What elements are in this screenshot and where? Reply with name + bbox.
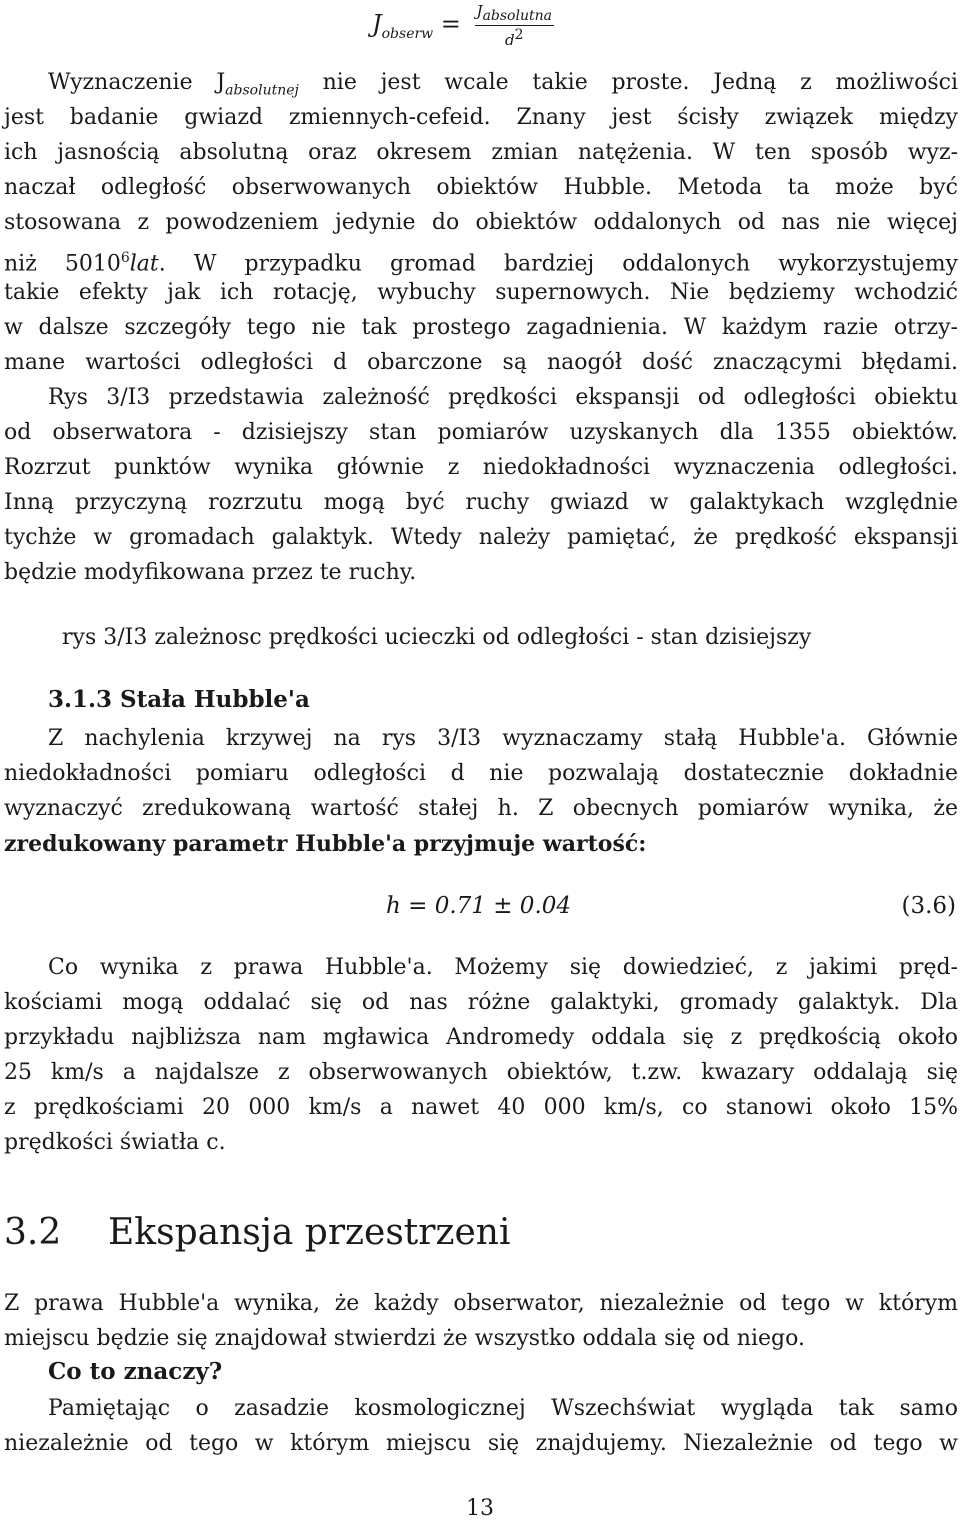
para1-line-7: takie efekty jak ich rotację, wybuchy supernowych. Nie będziemy wchodzić	[4, 280, 958, 305]
para4-line-2: miejscu będzie się znajdował stwierdzi że wszystko oddala się od niego.	[4, 1326, 805, 1351]
para1-line-3: ich jasnością absolutną oraz okresem zmian natężenia. W ten sposób wyz-	[4, 140, 958, 165]
equation-top	[372, 2, 554, 49]
section-name: Ekspansja przestrzeni	[108, 1212, 511, 1253]
question-heading: Co to znaczy?	[48, 1358, 223, 1385]
figure-caption: rys 3/I3 zależnosc prędkości ucieczki od odległości - stan dzisiejszy	[62, 625, 812, 650]
para2-line-1: Z nachylenia krzywej na rys 3/I3 wyznaczamy stałą Hubble'a. Głównie	[48, 726, 958, 751]
eq-lhs-sub: obserw	[381, 25, 434, 42]
para1-line-1: Wyznaczenie $J_{absolutnej}$ nie jest wcale takie proste. Jedną z możliwości	[48, 70, 959, 99]
eq-equals: =	[433, 10, 469, 38]
para1-line-6: niż 5010$^6$lat. W przypadku gromad bardziej oddalonych wykorzystujemy	[4, 250, 958, 277]
eq-lhs: J	[372, 10, 382, 38]
equation-h: h = 0.71 ± 0.04	[386, 893, 572, 919]
equation-number: (3.6)	[901, 893, 956, 919]
para5-line-2: niezależnie od tego w którym miejscu się znajdujemy. Niezależnie od tego w	[4, 1431, 958, 1456]
para1-line-13: Inną przyczyną rozrzutu mogą być ruchy gwiazd w galaktykach względnie	[4, 490, 958, 515]
eq-den-sup: 2	[514, 27, 524, 43]
para1-line-8: w dalsze szczegóły tego nie tak prostego zagadnienia. W każdym razie otrzy-	[4, 315, 958, 340]
page-number: 13	[466, 1496, 494, 1521]
para3-line-3: przykładu najbliższa nam mgławica Andromedy oddala się z prędkością około	[4, 1025, 958, 1050]
para2-line-2: niedokładności pomiaru odległości d nie pozwalają dostatecznie dokładnie	[4, 761, 958, 786]
eq-num-sub: absolutna	[482, 8, 552, 24]
eq-den: d	[504, 31, 515, 49]
para1-line-11: od obserwatora - dzisiejszy stan pomiarów uzyskanych dla 1355 obiektów.	[4, 420, 958, 445]
para1-line-4: naczał odległość obserwowanych obiektów Hubble. Metoda ta może być	[4, 175, 958, 200]
subsection-title: 3.1.3 Stała Hubble'a	[48, 686, 310, 713]
para1-line-15: będzie modyfikowana przez te ruchy.	[4, 560, 417, 585]
eq-fraction	[475, 2, 554, 49]
para1-line-12: Rozrzut punktów wynika głównie z niedokładności wyznaczenia odległości.	[4, 455, 958, 480]
para1-line-5: stosowana z powodzeniem jedynie do obiektów oddalonych od nas nie więcej	[4, 210, 958, 235]
section-number: 3.2	[4, 1212, 62, 1253]
para1-line-2: jest badanie gwiazd zmiennych-cefeid. Znany jest ścisły związek między	[4, 105, 958, 130]
para3-line-2: kościami mogą oddalać się od nas różne galaktyki, gromady galaktyk. Dla	[4, 990, 958, 1015]
para2-line-4: zredukowany parametr Hubble'a przyjmuje wartość:	[4, 831, 647, 857]
para2-line-3: wyznaczyć zredukowaną wartość stałej h. Z obecnych pomiarów wynika, że	[4, 796, 958, 821]
section-title	[4, 1212, 510, 1253]
eq-num: J	[476, 2, 483, 20]
para1-line-10: Rys 3/I3 przedstawia zależność prędkości ekspansji od odległości obiektu	[48, 385, 958, 410]
para3-line-1: Co wynika z prawa Hubble'a. Możemy się dowiedzieć, z jakimi pręd-	[48, 955, 958, 980]
para3-line-6: prędkości światła c.	[4, 1130, 226, 1155]
para4-line-1: Z prawa Hubble'a wynika, że każdy obserwator, niezależnie od tego w którym	[4, 1291, 958, 1316]
para3-line-4: 25 km/s a najdalsze z obserwowanych obiektów, t.zw. kwazary oddalają się	[4, 1060, 958, 1085]
para1-line-9: mane wartości odległości d obarczone są naogół dość znaczącymi błędami.	[4, 350, 958, 375]
para5-line-1: Pamiętając o zasadzie kosmologicznej Wszechświat wygląda tak samo	[48, 1396, 958, 1421]
para1-line-14: tychże w gromadach galaktyk. Wtedy należy pamiętać, że prędkość ekspansji	[4, 525, 958, 550]
para3-line-5: z prędkościami 20 000 km/s a nawet 40 000 km/s, co stanowi około 15%	[4, 1095, 958, 1120]
